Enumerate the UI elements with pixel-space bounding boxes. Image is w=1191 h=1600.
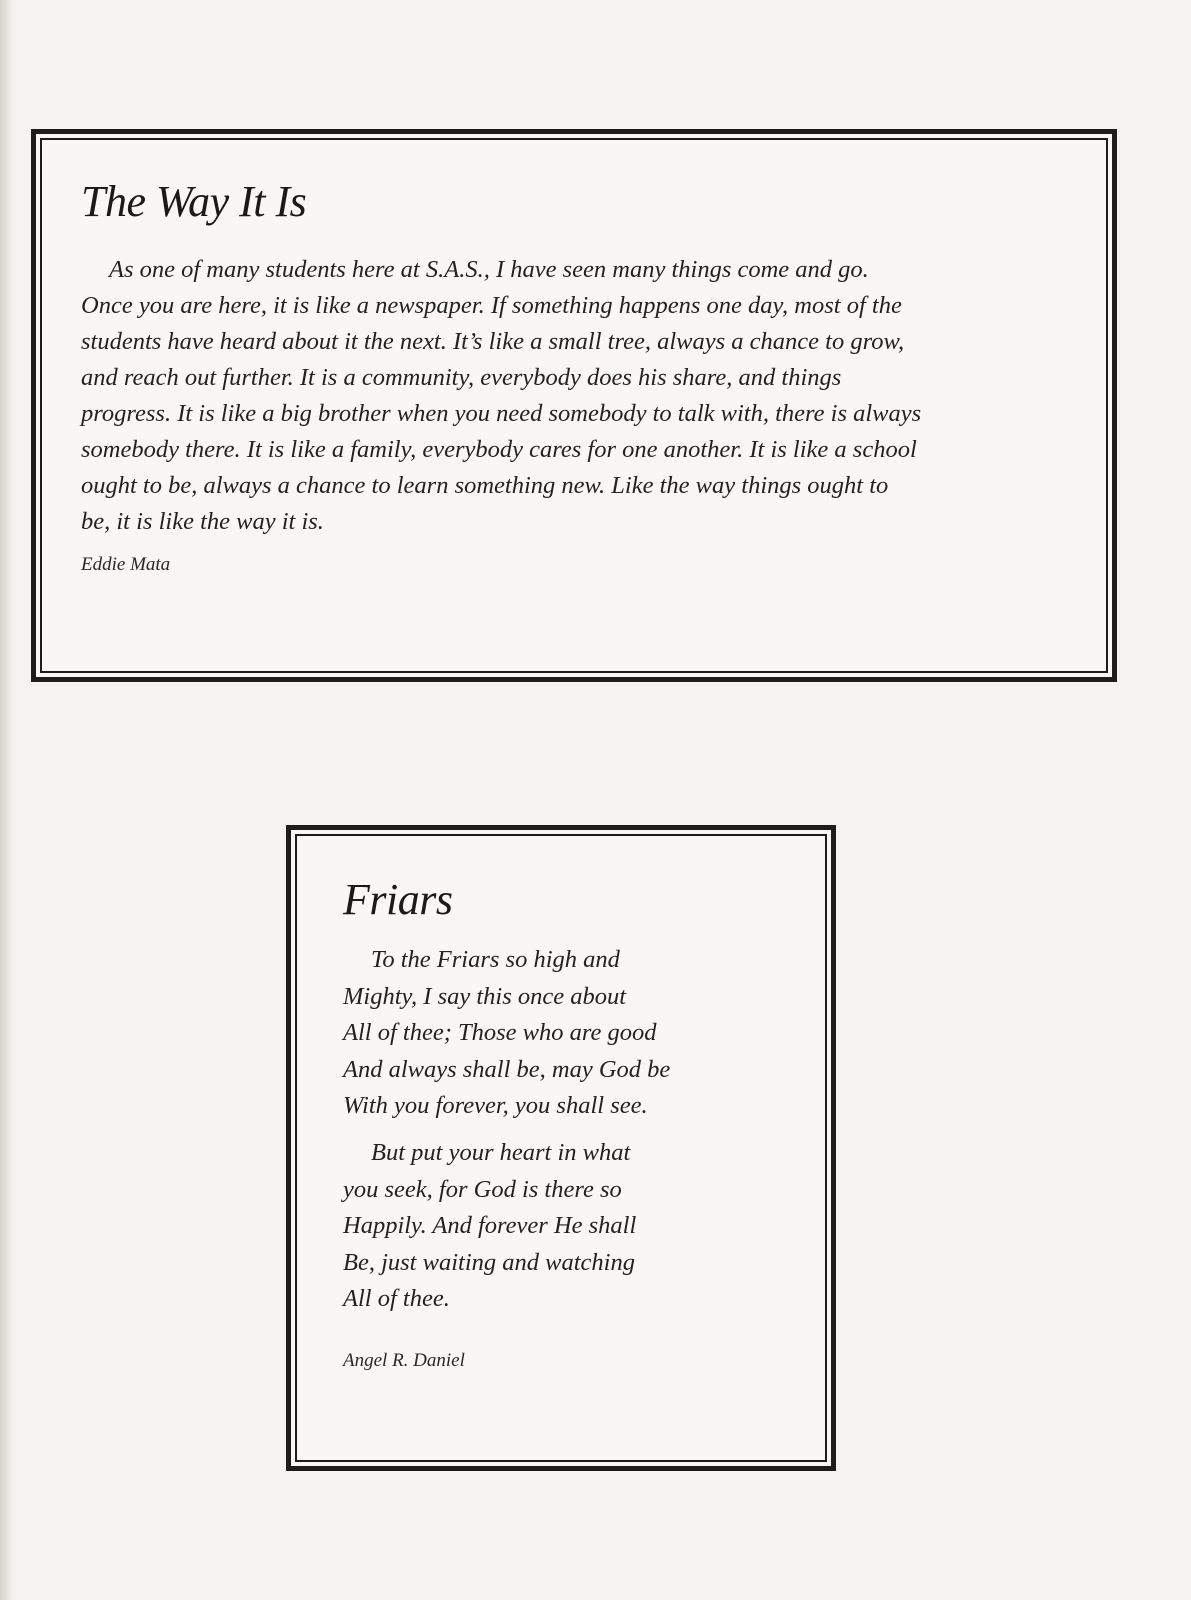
body-line: somebody there. It is like a family, everybody cares for one another. It is like a school: [81, 436, 917, 463]
poem-line: To the Friars so high and: [371, 946, 620, 973]
poem-line: All of thee.: [343, 1285, 450, 1312]
poem-line: Mighty, I say this once about: [343, 982, 627, 1010]
body-line: ought to be, always a chance to learn something new. Like the way things ought to: [81, 472, 889, 499]
friars-title: Friars: [343, 875, 453, 924]
way-it-is-author: Eddie Mata: [81, 554, 171, 575]
body-line: students have heard about it the next. It’s like a small tree, always a chance to grow,: [81, 328, 905, 355]
way-it-is-title: The Way It Is: [81, 177, 307, 226]
body-line: Once you are here, it is like a newspaper. If something happens one day, most of the: [81, 292, 902, 319]
body-line: and reach out further. It is a community, everybody does his share, and things: [81, 364, 842, 391]
way-it-is-box: [31, 129, 1117, 682]
poem-line: Be, just waiting and watching: [343, 1248, 635, 1276]
poem-line: But put your heart in what: [371, 1139, 631, 1166]
poem-line: With you forever, you shall see.: [343, 1092, 648, 1119]
friars-author: Angel R. Daniel: [343, 1350, 465, 1371]
friars-stanza-1: [343, 942, 803, 1125]
page-spine-shadow: [0, 0, 14, 1600]
body-line: progress. It is like a big brother when you need somebody to talk with, there is always: [81, 400, 922, 427]
body-line: As one of many students here at S.A.S., I have seen many things come and go.: [109, 256, 869, 283]
body-line: be, it is like the way it is.: [81, 508, 324, 535]
poem-line: Happily. And forever He shall: [343, 1212, 637, 1239]
poem-line: you seek, for God is there so: [343, 1175, 622, 1203]
way-it-is-body: [81, 252, 1081, 540]
poem-line: And always shall be, may God be: [343, 1055, 671, 1083]
friars-box: [286, 825, 836, 1471]
poem-line: All of thee; Those who are good: [343, 1019, 657, 1046]
friars-stanza-2: [343, 1135, 803, 1318]
